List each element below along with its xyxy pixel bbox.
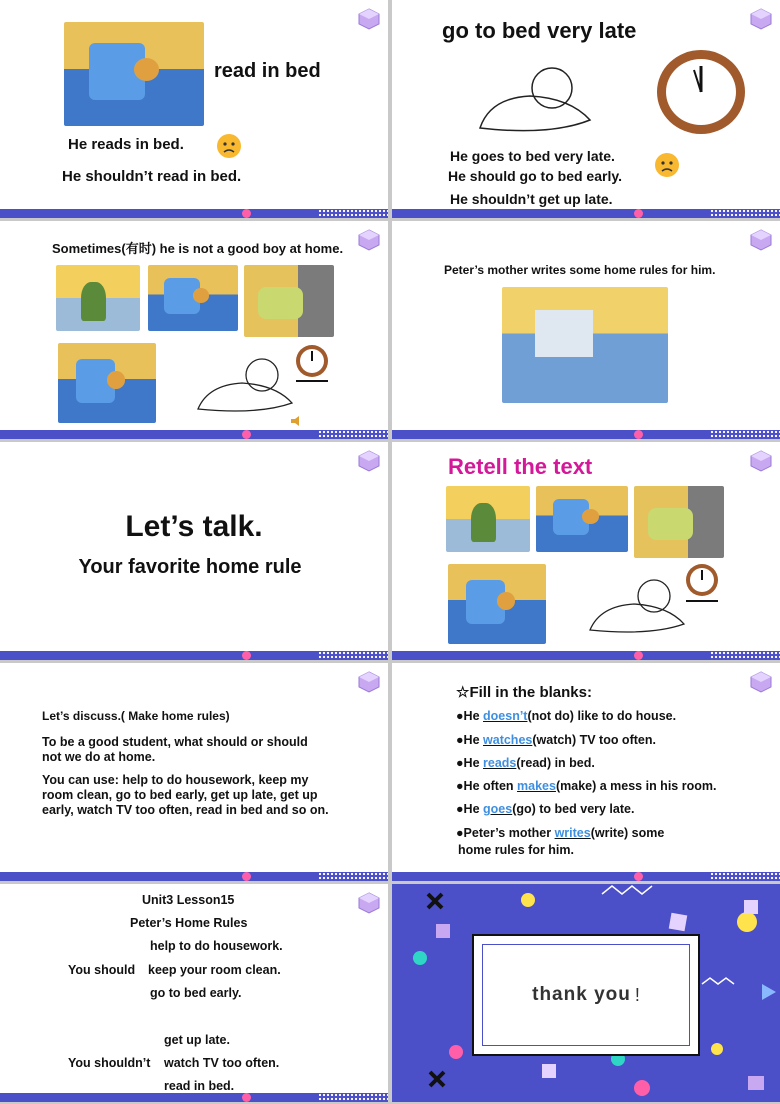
answer-blank: doesn’t: [483, 709, 528, 723]
slide-go-to-bed-late: [392, 0, 780, 218]
cube-icon: [358, 8, 380, 30]
sleeping-boy-drawing: [192, 351, 302, 417]
thank-you-card: [472, 934, 700, 1056]
discuss-heading: Let’s discuss.( Make home rules): [42, 709, 230, 723]
sentence: He goes to bed very late.: [450, 148, 615, 164]
slide-read-in-bed: [0, 0, 388, 218]
bottom-bar: [392, 430, 780, 439]
slide-title: Retell the text: [448, 454, 593, 479]
bottom-bar: [0, 209, 388, 218]
exercise-heading: ☆Fill in the blanks:: [456, 684, 592, 701]
sentence: He shouldn’t get up late.: [450, 191, 613, 207]
answer-blank: makes: [517, 779, 556, 793]
sad-face-icon: [654, 152, 680, 178]
boy-messy-room-picture: [56, 265, 140, 331]
slide-title: Peter’s mother writes some home rules for him.: [444, 263, 716, 277]
shouldnt-item: get up late.: [164, 1033, 230, 1047]
boy-reading-in-bed-picture: [448, 564, 546, 644]
cube-icon: [358, 892, 380, 914]
slide-title: read in bed: [214, 60, 321, 82]
slide-thank-you: [392, 884, 780, 1102]
boy-watching-tv-picture: [244, 265, 334, 337]
answer-blank: watches: [483, 733, 533, 747]
exercise-item: ●He reads(read) in bed.: [456, 756, 595, 770]
slide-sometimes: [0, 221, 388, 439]
cube-icon: [750, 450, 772, 472]
exercise-item: ●He doesn’t(not do) like to do house.: [456, 709, 677, 723]
mother-writing-picture: [502, 287, 668, 403]
answer-blank: writes: [554, 826, 591, 840]
shouldnt-label: You shouldn’t: [68, 1056, 151, 1070]
should-item: go to bed early.: [150, 986, 242, 1000]
clock-icon: [654, 48, 748, 136]
discuss-hint-line: You can use: help to do housework, keep my: [42, 773, 309, 787]
discuss-hint-line: room clean, go to bed early, get up late, get up: [42, 788, 318, 802]
cube-icon: [358, 671, 380, 693]
cube-icon: [358, 450, 380, 472]
messy-bed-picture: [148, 265, 238, 331]
slide-mother-writes: [392, 221, 780, 439]
slide-retell: [392, 442, 780, 660]
cube-icon: [750, 671, 772, 693]
bottom-bar: [0, 1093, 388, 1102]
exercise-item: ●He goes(go) to bed very late.: [456, 802, 635, 816]
bottom-bar: [0, 430, 388, 439]
lesson-title: Unit3 Lesson15: [142, 893, 235, 907]
bottom-bar: [0, 651, 388, 660]
boy-reading-in-bed-picture: [64, 22, 204, 126]
sentence: He shouldn’t read in bed.: [62, 168, 242, 185]
slide-title: go to bed very late: [442, 18, 637, 43]
bottom-bar: [0, 872, 388, 881]
discuss-hint-line: early, watch TV too often, read in bed and so on.: [42, 803, 329, 817]
cube-icon: [358, 229, 380, 251]
answer-blank: reads: [483, 756, 517, 770]
thank-you-text: thank you: [532, 984, 631, 1005]
sad-face-icon: [216, 133, 242, 159]
boy-watching-tv-picture: [634, 486, 724, 558]
clock-icon: [292, 343, 332, 383]
bottom-bar: [392, 209, 780, 218]
exclamation-mark: !: [634, 984, 640, 1005]
clock-icon: [682, 562, 722, 604]
bottom-bar: [392, 651, 780, 660]
boy-reading-in-bed-picture: [58, 343, 156, 423]
slide-discuss: [0, 663, 388, 881]
slide-lets-talk: [0, 442, 388, 660]
slide-fill-in-blanks: [392, 663, 780, 881]
lesson-subtitle: Peter’s Home Rules: [130, 916, 248, 930]
slide-subtitle: Your favorite home rule: [78, 556, 302, 578]
discuss-question-line: not we do at home.: [42, 750, 156, 764]
boy-messy-room-picture: [446, 486, 530, 552]
exercise-item-continued: home rules for him.: [458, 843, 574, 857]
cube-icon: [750, 229, 772, 251]
slide-title: Sometimes(有时) he is not a good boy at home.: [52, 241, 344, 256]
slide-home-rules: [0, 884, 388, 1102]
bottom-bar: [392, 872, 780, 881]
speaker-icon[interactable]: [290, 415, 304, 427]
sleeping-boy-drawing: [584, 572, 694, 638]
sleeping-boy-drawing: [470, 58, 600, 138]
slide-title: Let’s talk.: [125, 510, 263, 543]
should-item: keep your room clean.: [148, 963, 281, 977]
sentence: He reads in bed.: [68, 136, 184, 153]
shouldnt-item: watch TV too often.: [164, 1056, 280, 1070]
cube-icon: [750, 8, 772, 30]
sentence: He should go to bed early.: [448, 168, 622, 184]
should-label: You should: [68, 963, 136, 977]
should-item: help to do housework.: [150, 939, 283, 953]
messy-bed-picture: [536, 486, 628, 552]
shouldnt-item: read in bed.: [164, 1079, 235, 1093]
exercise-item: ●He often makes(make) a mess in his room.: [456, 779, 717, 793]
exercise-item: ●He watches(watch) TV too often.: [456, 733, 656, 747]
answer-blank: goes: [483, 802, 513, 816]
exercise-item: ●Peter’s mother writes(write) some: [456, 826, 665, 840]
discuss-question-line: To be a good student, what should or should: [42, 735, 308, 749]
